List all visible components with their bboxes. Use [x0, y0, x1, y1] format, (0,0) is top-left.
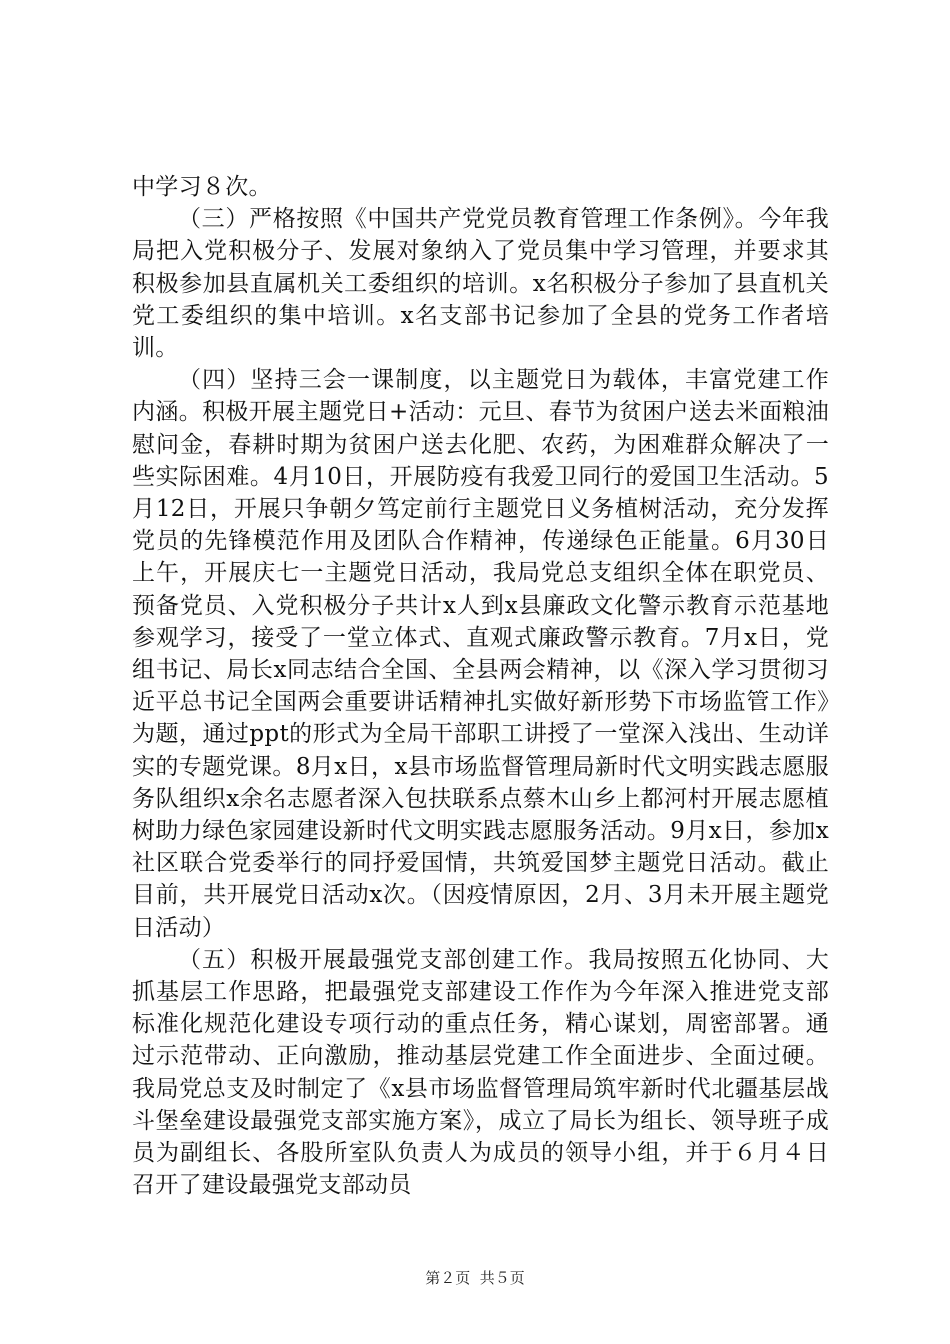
document-body: [132, 171, 829, 1202]
page-footer: [0, 1268, 950, 1288]
page-number: 第２页: [425, 1269, 471, 1287]
paragraph-2: （三）严格按照《中国共产党党员教育管理工作条例》。今年我局把入党积极分子、发展对象纳入了党员集中学习管理，并要求其积极参加县直属机关工委组织的培训。x名积极分子参加了县直机关党工委组织的集中培训。x名支部书记参加了全县的党务工作者培训。: [132, 206, 829, 362]
paragraph-3: （四）坚持三会一课制度，以主题党日为载体，丰富党建工作内涵。积极开展主题党日+活动：元旦、春节为贫困户送去米面粮油慰问金，春耕时期为贫困户送去化肥、农药，为困难群众解决了一些实际困难。4月10日，开展防疫有我爱卫同行的爱国卫生活动。5月12日，开展只争朝夕笃定前行主题党日义务植树活动，充分发挥党员的先锋模范作用及团队合作精神，传递绿色正能量。6月30日上午，开展庆七一主题党日活动，我局党总支组织全体在职党员、预备党员、入党积极分子共计x人到x县廉政文化警示教育示范基地参观学习，接受了一堂立体式、直观式廉政警示教育。7月x日，党组书记、局长x同志结合全国、全县两会精神，以《深入学习贯彻习近平总书记全国两会重要讲话精神扎实做好新形势下市场监管工作》为题，通过ppt的形式为全局干部职工讲授了一堂深入浅出、生动详实的专题党课。8月x日，x县市场监督管理局新时代文明实践志愿服务队组织x余名志愿者深入包扶联系点蔡木山乡上都河村开展志愿植树助力绿色家园建设新时代文明实践志愿服务活动。9月x日，参加x社区联合党委举行的同抒爱国情，共筑爱国梦主题党日活动。截止目前，共开展党日活动x次。（因疫情原因，2月、3月未开展主题党日活动）: [132, 367, 829, 941]
paragraph-4: （五）积极开展最强党支部创建工作。我局按照五化协同、大抓基层工作思路，把最强党支部建设工作作为今年深入推进党支部标准化规范化建设专项行动的重点任务，精心谋划，周密部署。通过示范带动、正向激励，推动基层党建工作全面进步、全面过硬。我局党总支及时制定了《x县市场监督管理局筑牢新时代北疆基层战斗堡垒建设最强党支部实施方案》，成立了局长为组长、领导班子成员为副组长、各股所室队负责人为成员的领导小组，并于６月４日召开了建设最强党支部动员: [132, 946, 829, 1199]
footer-spacer: [470, 1269, 480, 1287]
page-total: 共５页: [479, 1269, 525, 1287]
paragraph-1: 中学习８次。: [132, 174, 272, 200]
